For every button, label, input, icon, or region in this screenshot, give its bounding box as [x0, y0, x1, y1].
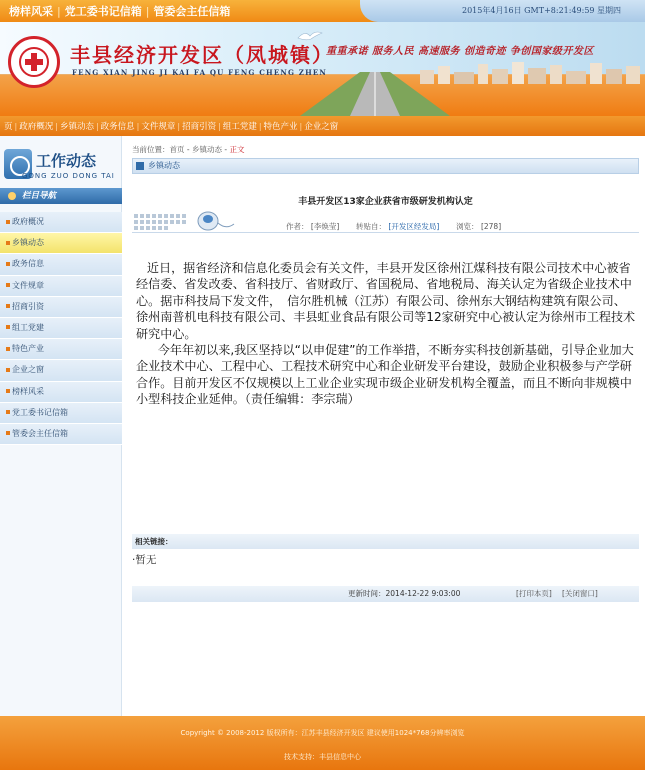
top-links: [0, 0, 233, 22]
sidebar: [0, 136, 122, 716]
related-links-empty: ·暂无: [132, 554, 157, 566]
main-content: [122, 136, 645, 716]
print-page-link[interactable]: [打印本页]: [516, 589, 552, 598]
divider: |: [299, 121, 303, 131]
views-value: [278]: [480, 222, 502, 231]
section-icon: [136, 162, 144, 170]
tech-support-text: 技术支持：丰县信息中心: [284, 753, 361, 761]
sidebar-item-director-mailbox[interactable]: [0, 424, 122, 445]
top-link-party-secretary-mailbox[interactable]: 党工委书记信箱: [64, 5, 142, 18]
breadcrumb-current: 正文: [229, 145, 245, 154]
top-link-director-mailbox[interactable]: 管委会主任信箱: [153, 5, 231, 18]
sidebar-item-label: 招商引资: [12, 301, 44, 311]
banner-slogan: 重重承诺 服务人民 高速服务 创造奇迹 争创国家级开发区: [326, 46, 594, 57]
divider: |: [57, 4, 61, 18]
nav-item-investment[interactable]: 招商引资: [182, 122, 217, 132]
nav-item-featured-industry[interactable]: 特色产业: [263, 122, 298, 132]
sidebar-item-label: 榜样风采: [12, 386, 44, 396]
copyright-text: Copyright © 2008-2012 版权所有：江苏丰县经济开发区 建议使用1024*768分辨率浏览: [180, 729, 465, 737]
sidebar-item-township-news[interactable]: [0, 233, 122, 254]
sidebar-item-label: 政府概况: [12, 217, 44, 226]
sidebar-menu: [0, 212, 122, 445]
sidebar-item-enterprise-window[interactable]: [0, 360, 122, 381]
section-header: [132, 158, 639, 174]
nav-item-home[interactable]: 页: [4, 122, 13, 132]
site-logo[interactable]: [8, 36, 60, 88]
article-body: [136, 260, 636, 408]
nav-item-party-building[interactable]: 组工党建: [222, 122, 257, 132]
sidebar-item-party-building[interactable]: [0, 318, 122, 339]
views-label: 浏览：: [456, 222, 479, 231]
bullet-icon: [6, 262, 10, 266]
breadcrumb-path[interactable]: 当前位置：首页 - 乡镇动态 -: [132, 145, 230, 154]
sidebar-item-label: 企业之窗: [12, 365, 44, 375]
computer-mouse-icon: [134, 210, 244, 232]
article-meta: [286, 221, 501, 232]
sidebar-nav-title: 栏目导航: [0, 188, 122, 204]
source-value[interactable]: [开发区经发局]: [388, 222, 440, 231]
divider: [132, 232, 639, 233]
site-title: 丰县经济开发区（凤城镇）: [70, 43, 334, 67]
article-paragraph: 今年年初以来,我区坚持以“以申促建”的工作举措，不断夯实科技创新基础，引导企业加大企业技术中心、工程中心、工程技术研究中心和企业研发平台建设，鼓励企业积极参与产学研合作。目前开发区不仅规模以上工业企业实现市级企业研发机构全覆盖，而且不断向非规模中小型科技企业延伸。（责任编辑：李宗瑞）: [136, 343, 634, 407]
dove-icon: [297, 30, 323, 42]
sidebar-item-investment[interactable]: [0, 297, 122, 318]
bullet-icon: [6, 220, 10, 224]
divider: |: [177, 121, 181, 131]
top-bar: [0, 0, 645, 22]
breadcrumb: [132, 144, 244, 155]
sidebar-item-party-secretary-mailbox[interactable]: [0, 403, 122, 424]
bullet-icon: [6, 410, 10, 414]
sidebar-item-label: 党工委书记信箱: [12, 407, 68, 417]
site-footer: [0, 716, 645, 770]
city-skyline: [420, 60, 645, 84]
sidebar-item-label: 组工党建: [12, 322, 44, 332]
bullet-icon: [6, 283, 10, 287]
site-title-pinyin: FENG XIAN JING JI KAI FA QU FENG CHENG ZHEN: [72, 68, 328, 77]
main-nav: [0, 116, 645, 136]
sidebar-header: [0, 146, 122, 186]
sidebar-item-label: 管委会主任信箱: [12, 428, 68, 438]
source-label: 转贴自：: [356, 222, 387, 231]
bullet-icon: [6, 241, 10, 245]
article-paragraph: 近日，据省经济和信息化委员会有关文件，丰县开发区徐州江煤科技有限公司技术中心被省经信委、省发改委、省科技厅、省财政厅、省国税局、省地税局、海关认定为省级企业技术中心。据市科技局下发文件， 信尔胜机械（江苏）有限公司、徐州东大钢结构建筑有限公司、徐州南普机电科技有限公司、丰县虹业食品有限公司等12家研究中心被认定为徐州市工程技术研究中心。: [136, 261, 636, 341]
divider: |: [136, 121, 140, 131]
sidebar-item-label: 文件规章: [12, 280, 44, 290]
sidebar-heading: 工作动态: [36, 152, 97, 170]
nav-item-township-news[interactable]: 乡镇动态: [59, 122, 94, 132]
bullet-icon: [6, 325, 10, 329]
bullet-icon: [6, 304, 10, 308]
author-label: 作者：: [286, 222, 309, 231]
updated-time: 更新时间：2014-12-22 9:03:00: [348, 589, 461, 598]
sidebar-heading-pinyin: GONG ZUO DONG TAI: [22, 172, 115, 180]
section-label: 乡镇动态: [148, 161, 180, 170]
divider: |: [55, 121, 58, 131]
bullet-icon: [6, 347, 10, 351]
close-window-link[interactable]: [关闭窗口]: [562, 589, 598, 598]
bullet-icon: [6, 368, 10, 372]
related-links-label: 相关链接：: [135, 537, 173, 546]
sidebar-item-government-overview[interactable]: [0, 212, 122, 233]
divider: |: [258, 121, 262, 131]
related-links-header: [132, 534, 639, 549]
sidebar-item-featured-industry[interactable]: [0, 339, 122, 360]
article-footer-bar: [132, 586, 639, 602]
sidebar-item-role-models[interactable]: [0, 382, 122, 403]
sidebar-item-label: 政务信息: [12, 259, 44, 269]
date-time: 2015年4月16日 GMT+8:21:49:59 星期四: [360, 0, 645, 22]
sidebar-item-label: 乡镇动态: [12, 238, 44, 248]
article-title: 丰县开发区13家企业获省市级研发机构认定: [298, 197, 473, 207]
sidebar-item-government-info[interactable]: [0, 254, 122, 275]
author-value: [李焕莹]: [310, 222, 340, 231]
divider: |: [218, 121, 221, 131]
nav-item-government-info[interactable]: 政务信息: [100, 122, 135, 132]
nav-item-government-overview[interactable]: 政府概况: [19, 122, 54, 132]
sidebar-item-regulations[interactable]: [0, 276, 122, 297]
divider: |: [14, 121, 18, 131]
nav-item-regulations[interactable]: 文件规章: [141, 122, 176, 132]
top-link-role-models[interactable]: 榜样风采: [9, 5, 53, 18]
nav-item-enterprise-window[interactable]: 企业之窗: [304, 122, 339, 132]
divider: |: [95, 121, 99, 131]
bullet-icon: [6, 431, 10, 435]
bullet-icon: [6, 389, 10, 393]
sidebar-item-label: 特色产业: [12, 344, 44, 354]
divider: |: [145, 4, 150, 18]
site-banner: [0, 22, 645, 116]
